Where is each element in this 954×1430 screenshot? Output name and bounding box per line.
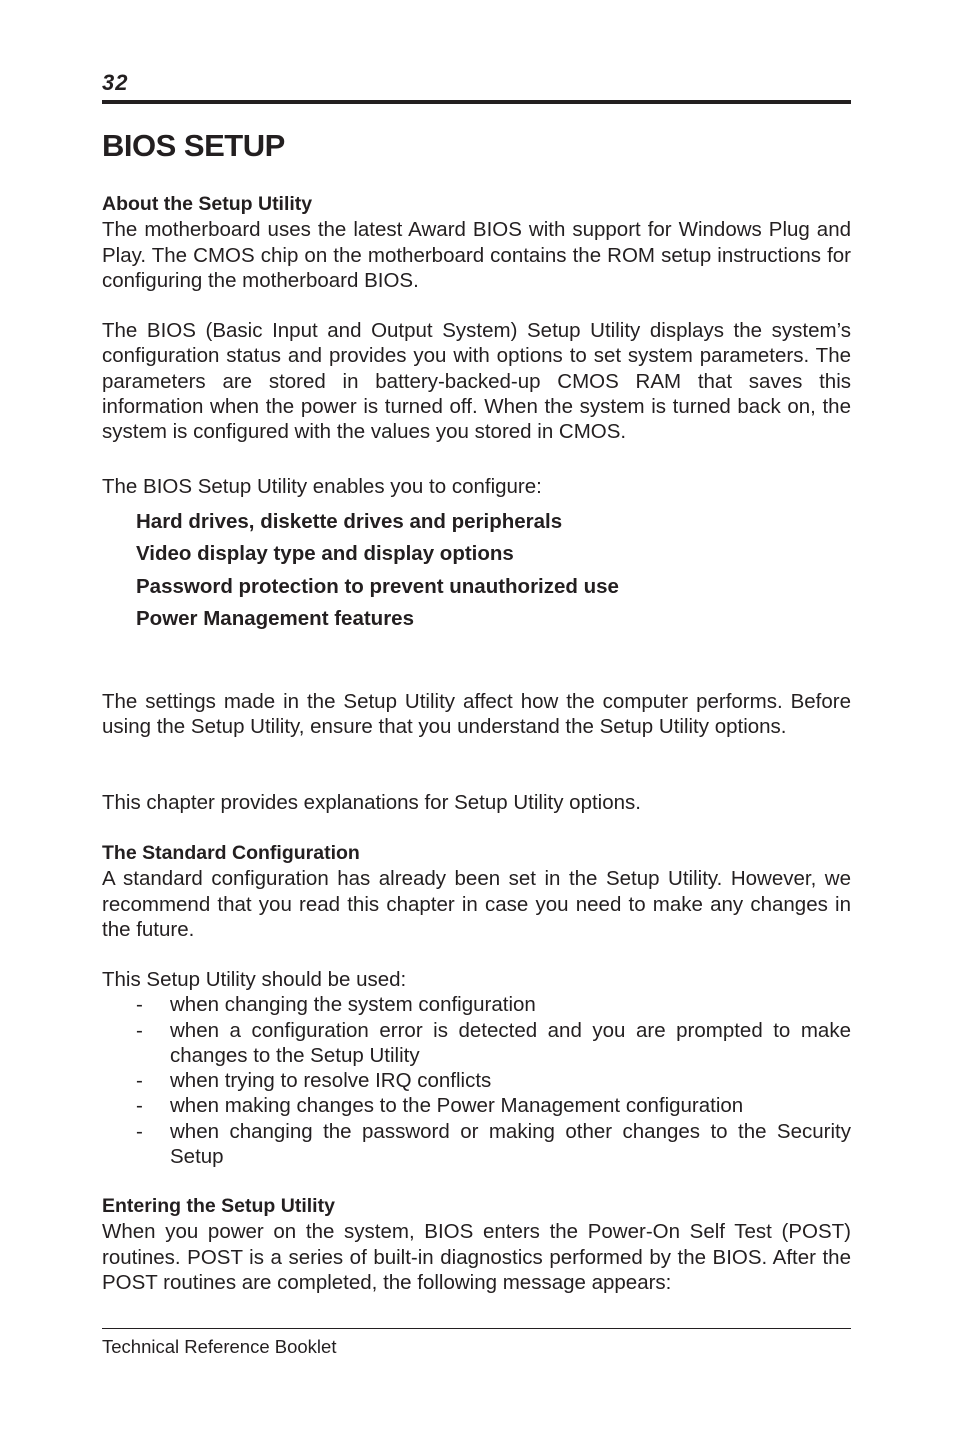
about-paragraph-2: The BIOS (Basic Input and Output System) Setup Utility displays the system’s configuration status and provides you with options to set system parameters. The parameters are stored in battery-backed-up CMOS RAM that saves this information when the power is turned off. When the system is turned back on, the system is configured with the values you stored in CMOS. [102,319,851,444]
footer-rule [102,1328,851,1329]
feature-item: Hard drives, diskette drives and peripherals [136,510,563,533]
usage-item [102,1093,851,1118]
usage-item-text: when making changes to the Power Management configuration [170,1094,744,1118]
bios-description [102,318,851,444]
dash-bullet: - [136,1018,143,1042]
settings-note [102,689,851,740]
standard-paragraph-2: This Setup Utility should be used: [102,968,407,991]
configure-intro [102,474,851,499]
feature-item: Password protection to prevent unauthorized use [136,574,619,598]
usage-item [102,1068,851,1093]
dash-bullet: - [136,1069,143,1093]
standard-heading: The Standard Configuration [102,842,360,864]
standard-paragraph-1: A standard configuration has already been set in the Setup Utility. However, we recommend that you read this chapter in case you need to make any changes in the future. [102,867,851,941]
about-heading: About the Setup Utility [102,193,313,215]
usage-item-text: when trying to resolve IRQ conflicts [170,1069,492,1093]
dash-bullet: - [136,1119,143,1143]
entering-section [102,1194,851,1295]
about-paragraph-4: The settings made in the Setup Utility affect how the computer performs. Before using the Setup Utility, ensure that you understand the Setup Utility options. [102,690,851,739]
usage-item-text: when changing the password or making other changes to the Security Setup [170,1119,851,1169]
feature-item: Power Management features [136,606,414,630]
standard-section [102,841,851,942]
chapter-note [102,790,851,815]
dash-bullet: - [136,993,143,1017]
usage-item-text: when changing the system configuration [170,993,536,1017]
about-paragraph-1: The motherboard uses the latest Award BIOS with support for Windows Plug and Play. The CMOS chip on the motherboard contains the ROM setup instructions for configuring the motherboard BIOS. [102,218,851,292]
footer-text: Technical Reference Booklet [102,1336,337,1357]
about-paragraph-3: The BIOS Setup Utility enables you to configure: [102,475,542,498]
feature-list [136,506,619,635]
entering-heading: Entering the Setup Utility [102,1195,335,1217]
entering-paragraph-1: When you power on the system, BIOS enters the Power-On Self Test (POST) routines. POST is a series of built-in diagnostics performed by the BIOS. After the POST routines are completed, the following message appears: [102,1220,851,1294]
usage-section [102,967,851,1169]
feature-item: Video display type and display options [136,542,514,566]
usage-item-text: when a configuration error is detected and you are prompted to make changes to the Setup Utility [170,1018,851,1067]
usage-list [102,992,851,1169]
page-number: 32 [102,70,129,95]
chapter-title: BIOS SETUP [102,128,285,163]
usage-item [102,992,851,1017]
header-rule [102,100,851,104]
dash-bullet: - [136,1094,143,1118]
usage-item [102,1119,851,1170]
usage-item [102,1018,851,1069]
about-section [102,192,851,293]
about-paragraph-5: This chapter provides explanations for Setup Utility options. [102,791,641,814]
